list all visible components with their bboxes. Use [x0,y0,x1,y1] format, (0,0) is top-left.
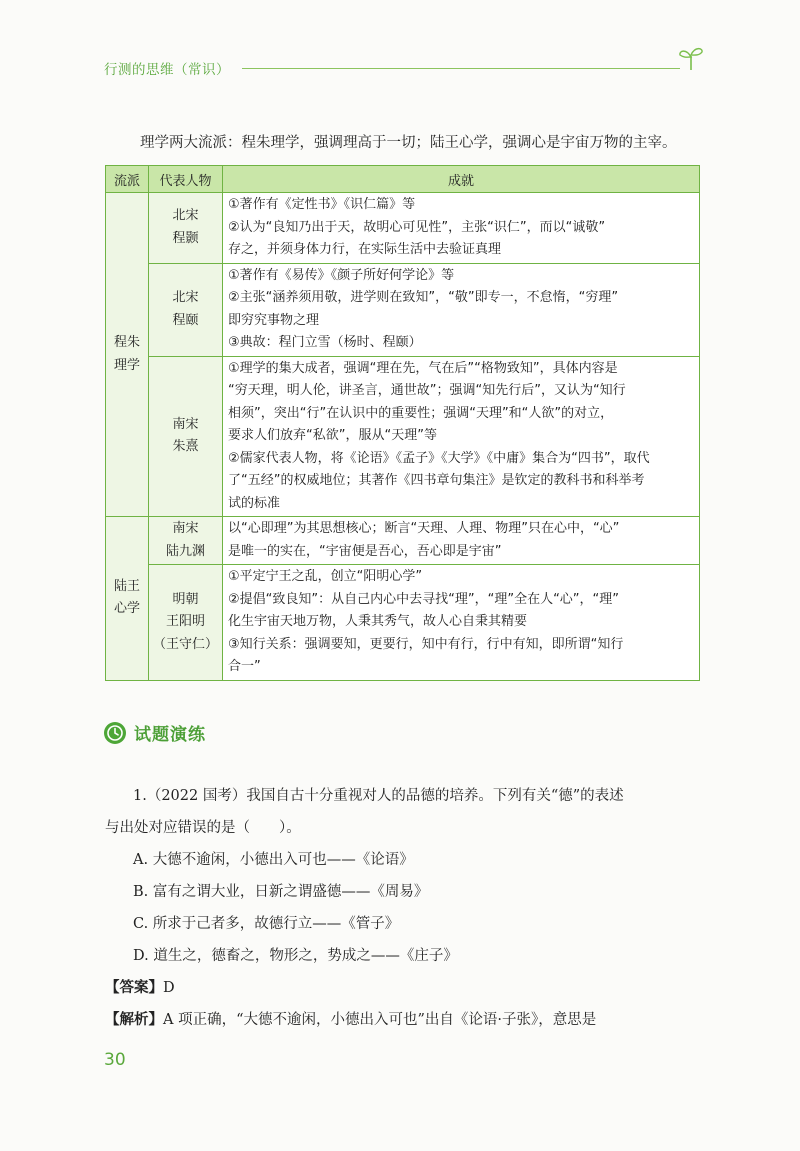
person-name-line: 北宋 [172,290,199,305]
person-cell [149,193,223,264]
analysis-label: 【解析】 [105,1011,163,1028]
question-stem [105,780,700,844]
achievement-line: ③知行关系：强调要知，更要行，知中有行，行中有知，即所谓“知行 [228,636,624,652]
achievement-line: 要求人们放弃“私欲”，服从“天理”等 [228,428,437,443]
question-block [105,780,700,1036]
option-a: A. 大德不逾闲，小德出入可也——《论语》 [133,852,414,868]
person-cell [149,517,223,565]
achievement-line: 相须”，突出“行”在认识中的重要性；强调“天理”和“人欲”的对立， [228,405,614,421]
achievement-cell [223,193,700,264]
table-row [106,356,700,517]
header-rule [242,68,680,69]
question-stem-line: 与出处对应错误的是（ ）。 [105,820,301,836]
option-c: C. 所求于己者多，故德行立——《管子》 [133,916,400,932]
option-b: B. 富有之谓大业，日新之谓盛德——《周易》 [133,884,429,900]
table-row [106,263,700,356]
achievement-line: 了“五经”的权威地位；其著作《四书章句集注》是钦定的教科书和科举考 [228,473,645,488]
option-d: D. 道生之，德畜之，物形之，势成之——《庄子》 [133,948,458,964]
achievement-line: ②儒家代表人物，将《论语》《孟子》《大学》《中庸》集合为“四书”，取代 [228,450,650,466]
school-name-line: 心学 [113,601,140,617]
achievement-line: ①平定宁王之乱，创立“阳明心学” [228,569,423,584]
achievement-line: 即穷究事物之理 [228,312,320,328]
header-achievement: 成就 [223,166,700,193]
answer-value: D [163,980,175,996]
achievement-cell [223,565,700,681]
achievement-line: ②主张“涵养须用敬，进学则在致知”，“敬”即专一，不怠惰，“穷理” [228,290,619,305]
table-row [106,565,700,681]
person-name-line: 南宋 [172,416,199,432]
achievement-line: 以“心即理”为其思想核心；断言“天理、人理、物理”只在心中，“心” [228,521,620,536]
person-name-line: 明朝 [172,591,199,607]
analysis-text: A 项正确，“大德不逾闲，小德出入可也”出自《论语·子张》，意思是 [163,1012,597,1028]
achievement-cell [223,517,700,565]
person-name-line: 朱熹 [172,439,199,455]
school-cell [106,517,149,681]
achievement-line: ③典故：程门立雪（杨时、程颐） [228,335,422,350]
section-header [104,720,206,745]
school-cell [106,193,149,517]
achievement-line: 是唯一的实在，“宇宙便是吾心，吾心即是宇宙” [228,543,502,559]
header-person: 代表人物 [149,166,223,193]
achievement-line: ②认为“良知乃出于天，故明心可见性”，主张“识仁”，而以“诚敬” [228,219,606,235]
achievement-line: 合一” [228,659,261,674]
person-name-line: 王阳明 [165,614,205,629]
intro-text: 理学两大流派：程朱理学，强调理高于一切；陆王心学，强调心是宇宙万物的主宰。 [140,135,677,151]
analysis-line [105,1004,700,1036]
person-cell [149,565,223,681]
achievement-line: ①著作有《易传》《颜子所好何学论》等 [228,267,455,283]
person-name-line: 北宋 [172,208,199,224]
achievement-line: ①理学的集大成者，强调“理在先，气在后”“格物致知”，具体内容是 [228,360,618,376]
schools-table [105,165,700,681]
school-name-line: 理学 [113,357,140,373]
achievement-line: 存之，并须身体力行，在实际生活中去验证真理 [228,242,502,257]
sprout-icon [676,42,706,72]
achievement-line: ①著作有《定性书》《识仁篇》等 [228,197,416,212]
achievement-cell [223,356,700,517]
page-number: 30 [104,1050,126,1070]
table-row [106,193,700,264]
section-title: 试题演练 [134,725,206,745]
person-name-line: 南宋 [172,521,199,536]
answer-label: 【答案】 [105,979,163,996]
table-header-row [106,166,700,193]
person-name-line: （王守仁） [152,636,218,652]
achievement-cell [223,263,700,356]
achievement-line: 试的标准 [228,495,281,511]
question-stem-line: 1.（2022 国考）我国自古十分重视对人的品德的培养。下列有关“德”的表述 [133,788,624,804]
school-name-line: 程朱 [113,335,140,350]
person-name-line: 陆九渊 [165,543,205,559]
person-name-line: 程颢 [172,230,199,246]
answer-line [105,972,700,1004]
person-name-line: 程颐 [172,312,199,328]
achievement-line: 化生宇宙天地万物，人秉其秀气，故人心自秉其精要 [228,614,528,629]
achievement-line: “穷天理，明人伦，讲圣言，通世故”；强调“知先行后”，又认为“知行 [228,383,626,398]
header-school: 流派 [106,166,149,193]
header-title: 行测的思维（常识） [104,62,230,78]
clock-icon [104,722,126,744]
person-cell [149,356,223,517]
person-cell [149,263,223,356]
school-name-line: 陆王 [113,578,140,594]
table-row [106,517,700,565]
achievement-line: ②提倡“致良知”：从自己内心中去寻找“理”，“理”全在人“心”，“理” [228,591,620,607]
